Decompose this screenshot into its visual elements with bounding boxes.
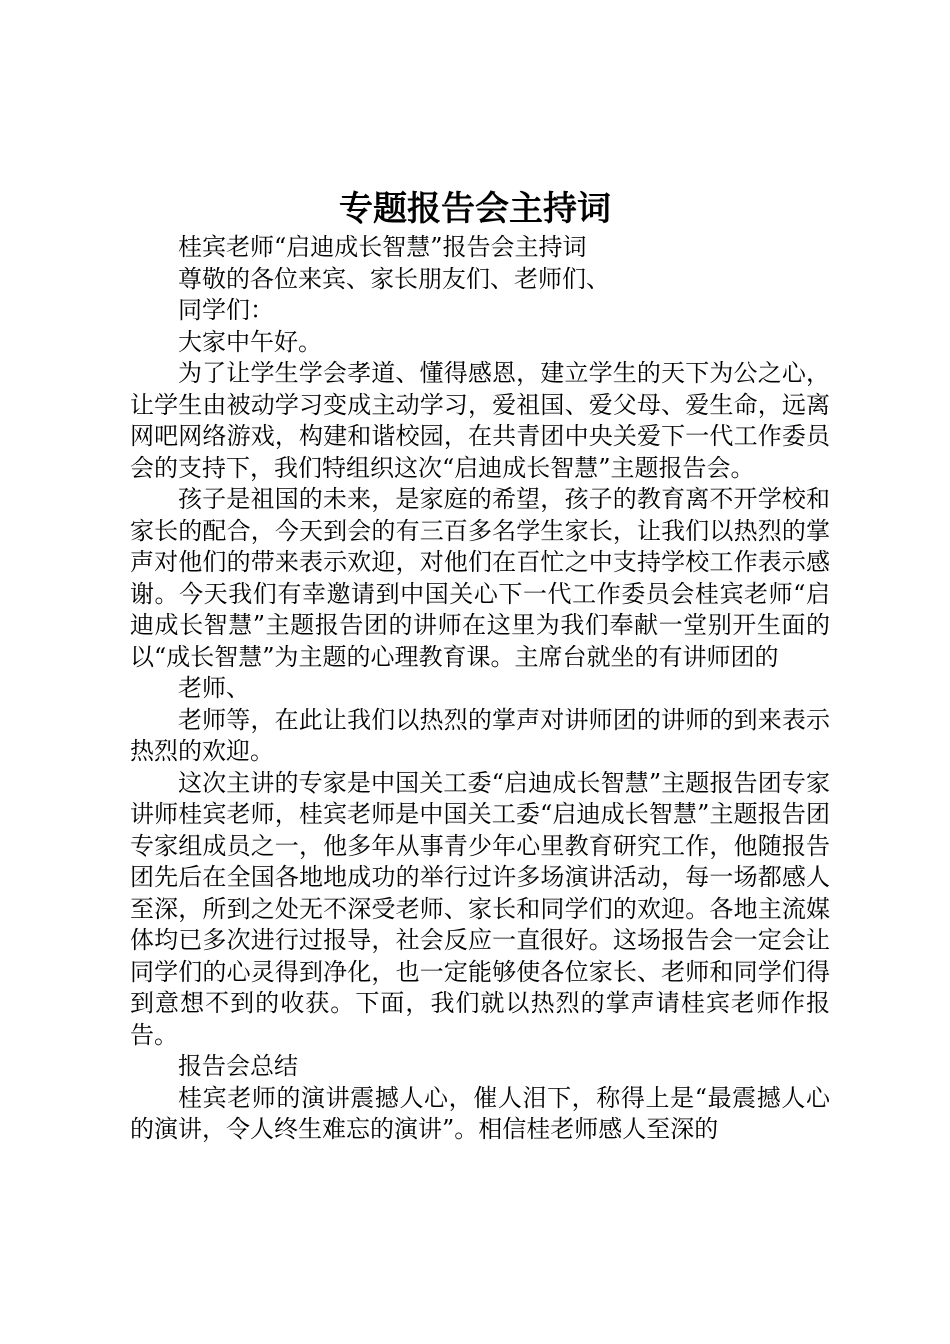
paragraph-greeting-line-2: 同学们：: [178, 296, 274, 324]
document-title: 专题报告会主持词: [339, 189, 611, 229]
paragraph-greeting-line-1: 尊敬的各位来宾、家长朋友们、老师们、: [178, 264, 610, 293]
document-body: [130, 232, 830, 1146]
paragraph-good-afternoon: 大家中午好。: [178, 327, 322, 356]
paragraph-speaker-intro: 这次主讲的专家是中国关工委“启迪成长智慧”主题报告团专家讲师桂宾老师，桂宾老师是中国关工委“启迪成长智慧”主题报告团专家组成员之一，他多年从事青少年心里教育研究工作，他随报告团先后在全国各地地成功的举行过许多场演讲活动，每一场都感人至深，所到之处无不深受老师、家长和同学们的欢迎。各地主流媒体均已多次进行过报导，社会反应一直很好。这场报告会一定会让同学们的心灵得到净化，也一定能够使各位家长、老师和同学们得到意想不到的收获。下面，我们就以热烈的掌声请桂宾老师作报告。: [130, 768, 830, 1049]
paragraph-teacher-blank: 老师、: [178, 674, 250, 702]
paragraph-subtitle: 桂宾老师“启迪成长智慧”报告会主持词: [178, 233, 587, 261]
paragraph-purpose: 为了让学生学会孝道、懂得感恩，建立学生的天下为公之心，让学生由被动学习变成主动学习，爱祖国、爱父母、爱生命，远离网吧网络游戏，构建和谐校园，在共青团中央关爱下一代工作委员会的支持下，我们特组织这次“启迪成长智慧”主题报告会。: [130, 359, 830, 482]
paragraph-welcome-lecturers: 老师等，在此让我们以热烈的掌声对讲师团的讲师的到来表示热烈的欢迎。: [130, 705, 830, 765]
paragraph-summary: 桂宾老师的演讲震撼人心，催人泪下，称得上是“最震撼人心的演讲，令人终生难忘的演讲”。相信桂老师感人至深的: [130, 1083, 830, 1143]
paragraph-summary-heading: 报告会总结: [178, 1052, 298, 1080]
paragraph-welcome-parents: 孩子是祖国的未来，是家庭的希望，孩子的教育离不开学校和家长的配合，今天到会的有三百多名学生家长，让我们以热烈的掌声对他们的带来表示欢迎，对他们在百忙之中支持学校工作表示感谢。今天我们有幸邀请到中国关心下一代工作委员会桂宾老师“启迪成长智慧”主题报告团的讲师在这里为我们奉献一堂别开生面的以“成长智慧”为主题的心理教育课。主席台就坐的有讲师团的: [130, 485, 830, 671]
